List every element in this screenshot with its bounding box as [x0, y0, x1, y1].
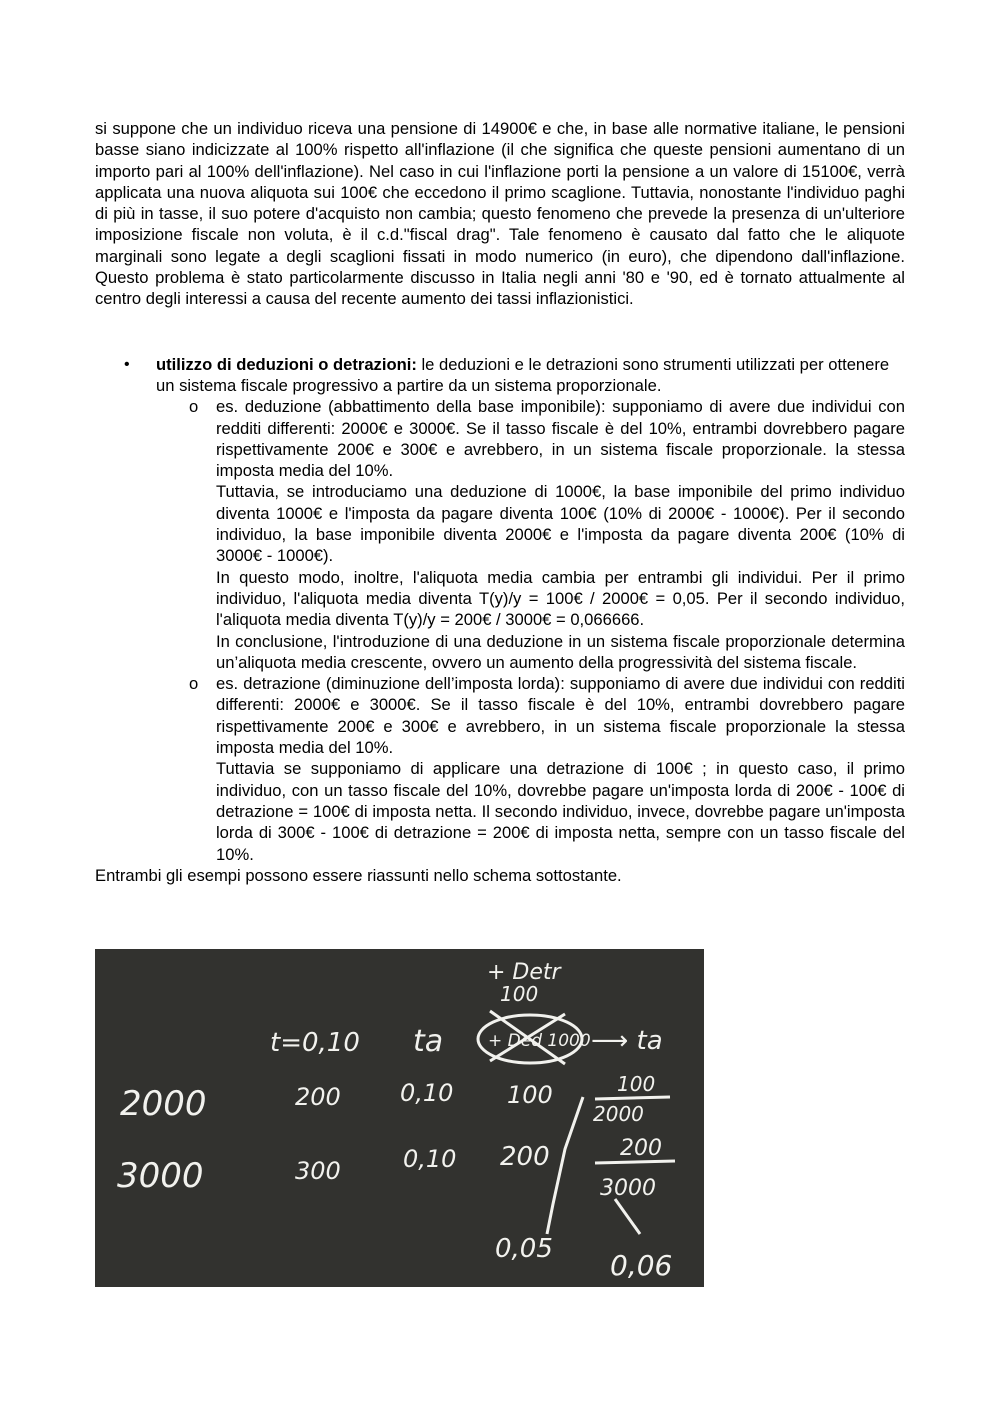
chalkboard-photo [95, 949, 704, 1287]
sub-marker: o [189, 674, 199, 694]
deduzione-paragraph-4: In conclusione, l'introduzione di una deduzione in un sistema fiscale proporzionale determina un’aliquota media crescente, ovvero un aumento della progressività del sistema fiscale. [216, 631, 905, 672]
row1-tax: 200 [295, 1083, 341, 1111]
row1-frac-den: 2000 [593, 1102, 644, 1126]
row2-income: 3000 [117, 1156, 204, 1196]
detr-value: 100 [500, 982, 539, 1006]
fraction-bar [595, 1097, 670, 1099]
row1-frac-num: 100 [617, 1072, 656, 1096]
bullet-item-deduzioni-detrazioni [95, 354, 905, 865]
document-body [95, 118, 905, 886]
t-label: t=0,10 [270, 1028, 360, 1058]
deduzione-paragraph-2: Tuttavia, se introduciamo una deduzione di 1000€, la base imponibile del primo individuo diventa 1000€ e l'imposta da pagare diventa 100€ (10% di 2000€ - 1000€). Per il secondo individuo, la base imponibile diventa 2000€ e l'imposta da pagare diventa 200€ (10% di 3000€ - 1000€). [216, 482, 905, 566]
row1-rate: 0,10 [400, 1079, 454, 1107]
ta-label: ta [413, 1024, 444, 1059]
sub-item-detrazione [156, 673, 905, 865]
sub-marker: o [189, 397, 199, 417]
crossed-label: + Ded 1000 [488, 1031, 591, 1051]
chalkboard-drawing [95, 949, 704, 1287]
row1-income: 2000 [120, 1084, 207, 1124]
deduzione-paragraph-1: es. deduzione (abbattimento della base imponibile): supponiamo di avere due individui con redditi differenti: 2000€ e 3000€. Se il tasso fiscale è del 10%, entrambi dovrebbero pagare rispettivamente 200€ e 300€ e avrebbero, in un sistema fiscale proporzionale. la stessa imposta media del 10%. [216, 397, 905, 481]
closing-sentence: Entrambi gli esempi possono essere riassunti nello schema sottostante. [95, 865, 622, 885]
intro-paragraph: si suppone che un individuo riceva una pensione di 14900€ e che, in base alle normative italiane, le pensioni basse siano indicizzate al 100% rispetto all'inflazione (il che significa che queste pensioni aumentano di un importo pari al 100% dell'inflazione). Nel caso in cui l'inflazione porti la pensione a un valore di 15100€, verrà applicata una nuova aliquota sui 100€ che eccedono il primo scaglione. Tuttavia, nonostante l'individuo paghi di più in tasse, il suo potere d'acquisto non cambia; questo fenomeno che prevede la presenza di un'ulteriore imposizione fiscale non voluta, è il c.d."fiscal drag". Tale fenomeno è causato dal fatto che le aliquote marginali sono legate a degli scaglioni fissati in modo numerico (in euro), che dipendono dall'inflazione. Questo problema è stato particolarmente discusso in Italia negli anni '80 e '90, ed è tornato attualmente al centro degli interessi a causa del recente aumento dei tassi inflazionistici. [95, 119, 905, 309]
fraction-bar [595, 1161, 675, 1163]
deduzione-paragraph-3: In questo modo, inoltre, l'aliquota media cambia per entrambi gli individui. Per il primo individuo, l'aliquota media diventa T(y)/y = 100€ / 2000€ = 0,05. Per il secondo individuo, l'aliquota media diventa T(y)/y = 200€ / 3000€ = 0,066666. [216, 567, 905, 630]
detr-header: + Detr [487, 960, 561, 985]
row2-detr: 200 [500, 1142, 550, 1172]
sub-item-deduzione [156, 396, 905, 673]
row2-tax: 300 [295, 1157, 341, 1185]
bullet-text: le deduzioni e le detrazioni sono strumenti utilizzati per ottenere un sistema fiscale progressivo a partire da un sistema proporzionale. [156, 354, 890, 395]
bullet-lead: utilizzo di deduzioni o detrazioni: [156, 354, 417, 374]
row2-frac-den: 3000 [600, 1176, 656, 1201]
result-second: 0,06 [610, 1249, 673, 1282]
bullet-list [95, 354, 905, 865]
result-first: 0,05 [495, 1234, 553, 1264]
sub-list [156, 396, 905, 865]
row2-frac-num: 200 [620, 1136, 662, 1161]
detrazione-paragraph-2: Tuttavia se supponiamo di applicare una detrazione di 100€ ; in questo caso, il primo individuo, con un tasso fiscale del 10%, dovrebbe pagare un'imposta lorda di 200€ - 100€ di detrazione = 100€ di imposta netta. Il secondo individuo, invece, dovrebbe pagare un'imposta lorda di 300€ - 100€ di detrazione = 200€ di imposta netta, sempre con un tasso fiscale del 10%. [216, 759, 905, 864]
bullet-marker: • [124, 355, 130, 373]
row1-detr: 100 [507, 1081, 553, 1109]
row2-rate: 0,10 [403, 1145, 457, 1173]
arrow-label: ⟶ ta [591, 1026, 663, 1056]
detrazione-paragraph-1: es. detrazione (diminuzione dell’imposta lorda): supponiamo di avere due individui con redditi differenti: 2000€ e 3000€. Se il tasso fiscale è del 10%, entrambi dovrebbero pagare rispettivamente 200€ e 300€ e avrebbero, in un sistema fiscale proporzionale la stessa imposta media del 10%. [216, 674, 905, 758]
